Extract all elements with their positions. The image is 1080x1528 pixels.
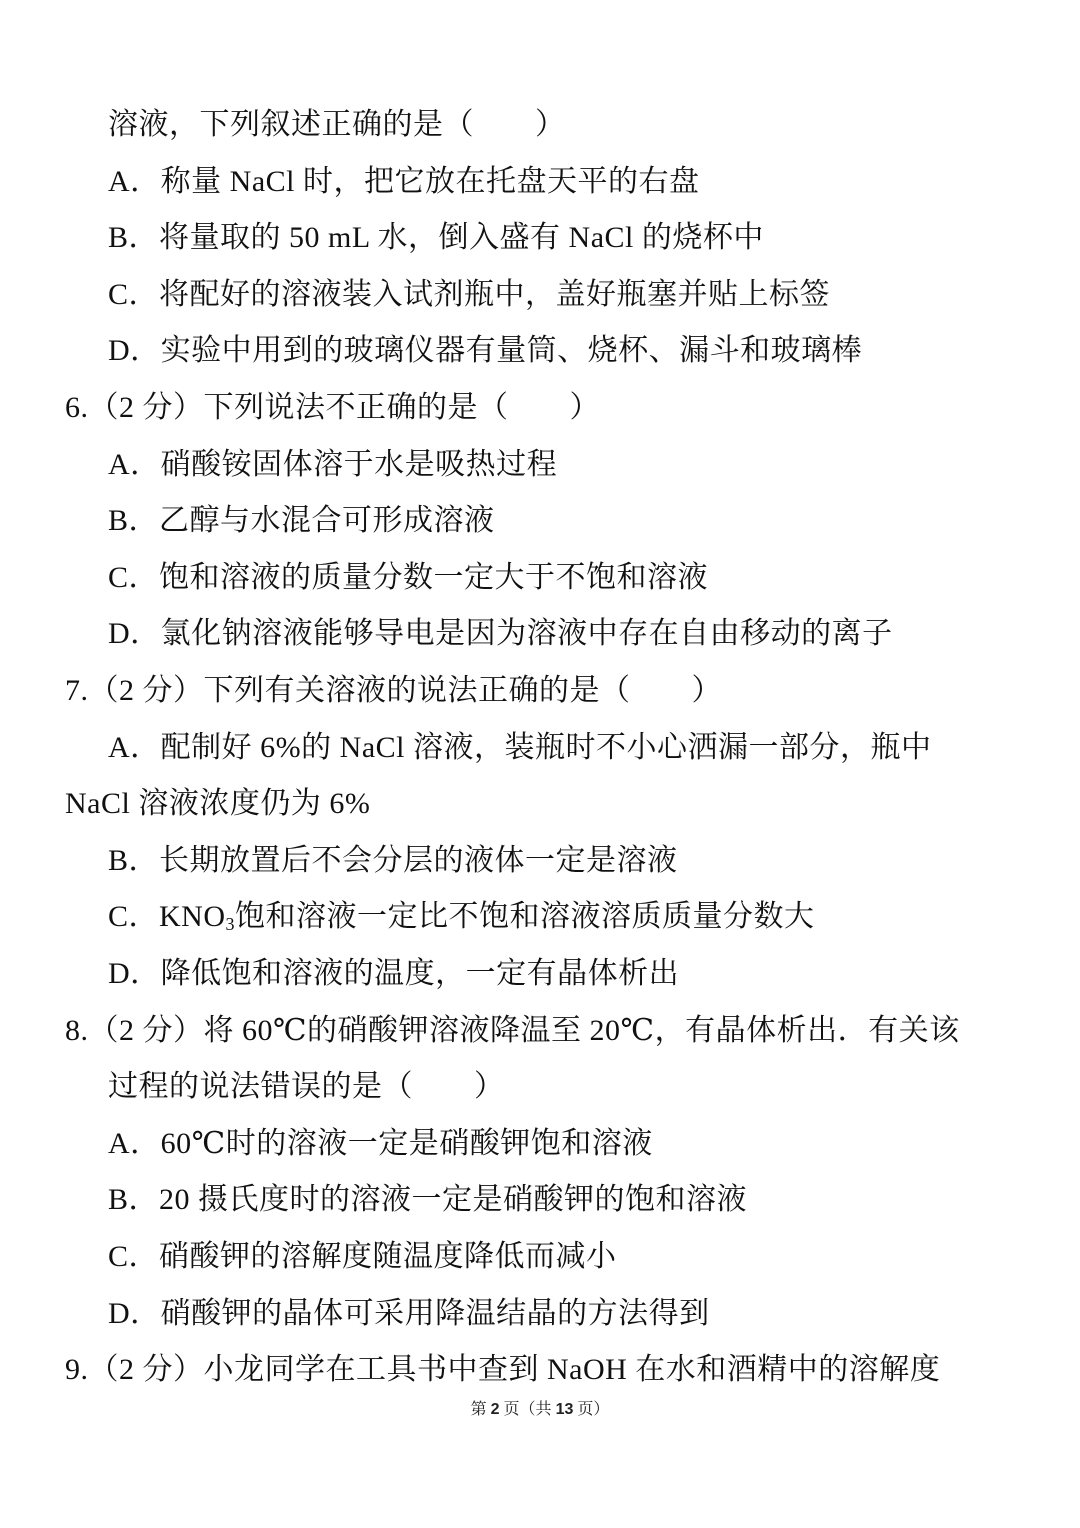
footer-text: 页） <box>573 1401 610 1418</box>
option-line <box>108 277 830 313</box>
total-pages: 13 <box>555 1401 574 1418</box>
option-line <box>108 333 862 369</box>
option-line <box>108 164 700 200</box>
line-text: D．降低饱和溶液的温度，一定有晶体析出 <box>108 957 680 990</box>
option-line <box>108 956 679 992</box>
option-line <box>108 730 931 766</box>
page-number: 2 <box>490 1401 500 1418</box>
line-text: A．60℃时的溶液一定是硝酸钾饱和溶液 <box>108 1126 653 1160</box>
option-line <box>108 1069 505 1105</box>
line-text: B．乙醇与水混合可形成溶液 <box>108 504 495 538</box>
line-text: 6.（2 分）下列说法不正确的是（ ） <box>65 391 600 424</box>
question-line <box>65 673 722 709</box>
line-text: B．长期放置后不会分层的液体一定是溶液 <box>108 843 678 877</box>
line-text: 溶液，下列叙述正确的是（ ） <box>108 108 566 141</box>
line-text: C．饱和溶液的质量分数一定大于不饱和溶液 <box>108 560 709 594</box>
line-text: A．硝酸铵固体溶于水是吸热过程 <box>108 447 558 481</box>
option-line <box>108 843 678 879</box>
option-line <box>108 899 815 935</box>
line-text: C．KNO <box>108 900 226 934</box>
line-text: 7.（2 分）下列有关溶液的说法正确的是（ ） <box>65 674 722 707</box>
line-text: 饱和溶液一定比不饱和溶液溶质质量分数大 <box>235 900 815 934</box>
line-text: D．实验中用到的玻璃仪器有量筒、烧杯、漏斗和玻璃棒 <box>108 334 863 368</box>
subscript: 3 <box>225 914 236 935</box>
line-text: 9.（2 分）小龙同学在工具书中查到 NaOH 在水和酒精中的溶解度 <box>65 1353 941 1387</box>
option-line <box>108 220 764 256</box>
option-line <box>108 1182 747 1218</box>
page-footer <box>0 1396 1080 1419</box>
line-text: D．氯化钠溶液能够导电是因为溶液中存在自由移动的离子 <box>108 617 893 651</box>
option-line <box>108 616 893 652</box>
question-line <box>65 1013 960 1049</box>
question-line <box>65 1352 940 1388</box>
option-line <box>108 1239 617 1275</box>
line-text: C．硝酸钾的溶解度随温度降低而减小 <box>108 1240 617 1273</box>
question-line <box>65 786 370 822</box>
question-line <box>65 390 600 426</box>
option-line <box>108 1126 653 1162</box>
line-text: A．配制好 6%的 NaCl 溶液，装瓶时不小心洒漏一部分，瓶中 <box>108 730 932 764</box>
line-text: B．20 摄氏度时的溶液一定是硝酸钾的饱和溶液 <box>108 1183 748 1217</box>
footer-text: 页（共 <box>499 1401 556 1418</box>
option-line <box>108 560 708 596</box>
option-line <box>108 107 566 143</box>
footer-text: 第 <box>470 1401 491 1418</box>
option-line <box>108 1296 710 1332</box>
line-text: NaCl 溶液浓度仍为 6% <box>65 787 371 821</box>
line-text: 8.（2 分）将 60℃的硝酸钾溶液降温至 20℃，有晶体析出．有关该 <box>65 1013 960 1047</box>
line-text: B．将量取的 50 mL 水，倒入盛有 NaCl 的烧杯中 <box>108 221 764 255</box>
line-text: 过程的说法错误的是（ ） <box>108 1070 505 1104</box>
line-text: C．将配好的溶液装入试剂瓶中，盖好瓶塞并贴上标签 <box>108 277 831 311</box>
line-text: D．硝酸钾的晶体可采用降温结晶的方法得到 <box>108 1296 710 1330</box>
option-line <box>108 503 495 539</box>
option-line <box>108 447 557 483</box>
line-text: A．称量 NaCl 时，把它放在托盘天平的右盘 <box>108 164 700 198</box>
